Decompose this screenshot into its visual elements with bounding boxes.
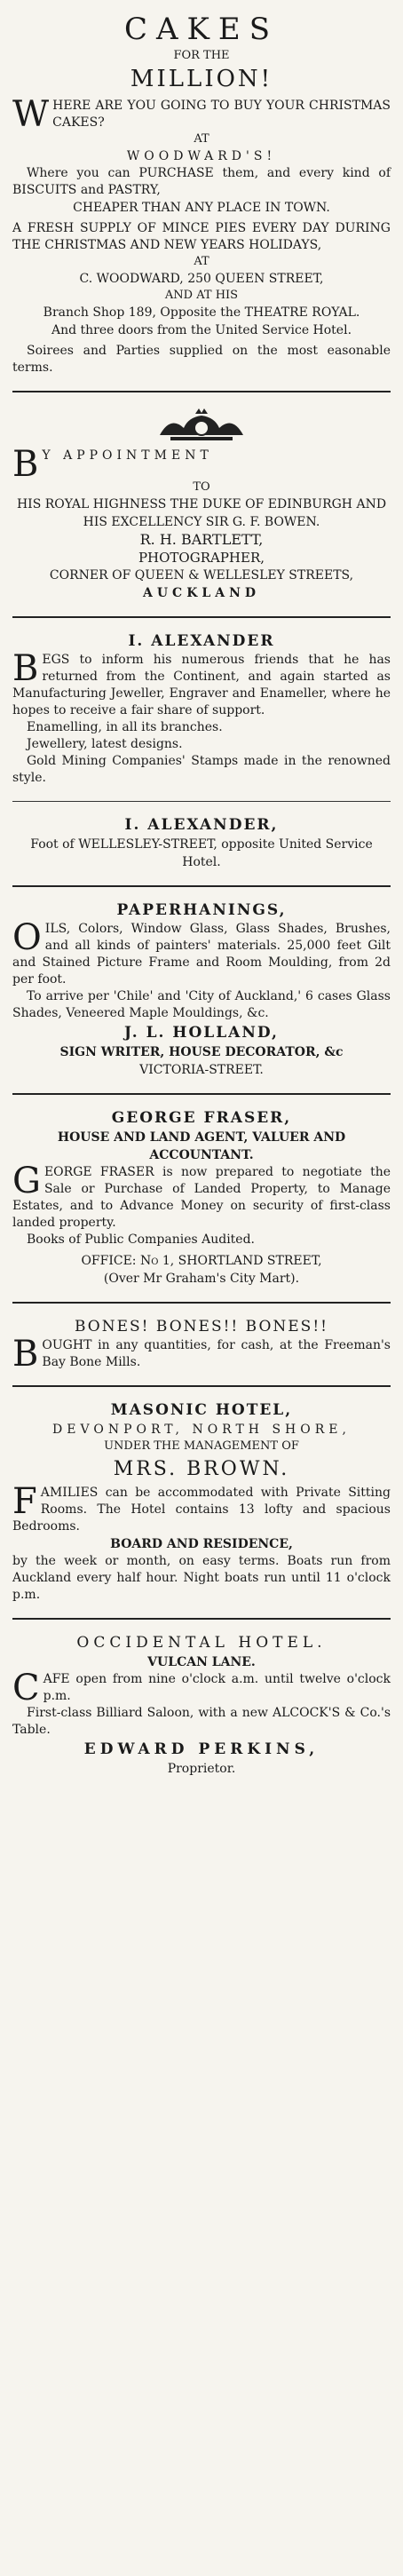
- ad-paragraph: [12, 917, 391, 988]
- ad-doors: And three doors from the United Service Hotel.: [51, 323, 352, 337]
- royal-crest-icon: [153, 408, 250, 444]
- divider: [12, 801, 391, 802]
- drop-cap: G: [12, 1161, 41, 1201]
- ad-occidental: [12, 1627, 391, 1785]
- divider: [12, 1302, 391, 1304]
- ad-holland: [12, 894, 391, 1086]
- ad-role: Proprietor.: [167, 1762, 236, 1776]
- ad-name: I. ALEXANDER,: [124, 816, 279, 834]
- ad-at: AT: [194, 255, 209, 268]
- ad-to: TO: [193, 480, 210, 494]
- ad-name: R. H. BARTLETT,: [139, 531, 264, 548]
- ad-paragraph: First-class Billiard Saloon, with a new ALCOCK'S & Co.'s Table.: [12, 1706, 391, 1737]
- drop-cap: F: [12, 1481, 37, 1522]
- ad-lane: VULCAN LANE.: [147, 1655, 256, 1669]
- ad-text: EORGE FRASER is now prepared to negotiate the Sale or Purchase of Landed Property, to Manage Estates, and to Advance Money on security of first-class landed property.: [12, 1165, 391, 1230]
- divider: [12, 885, 391, 887]
- ad-alexander-2: [12, 809, 391, 878]
- ad-paragraph: Enamelling, in all its branches.: [27, 720, 223, 734]
- ad-title: HOUSE AND LAND AGENT, VALUER AND ACCOUNTANT.: [57, 1130, 346, 1162]
- ad-proprietor: EDWARD PERKINS,: [83, 1740, 320, 1758]
- ad-title-cakes: CAKES: [123, 12, 280, 47]
- ad-bones: [12, 1311, 391, 1378]
- ad-city: AUCKLAND: [142, 586, 261, 600]
- ad-shop-name: WOODWARD'S!: [126, 149, 277, 163]
- ad-paragraph: Jewellery, latest designs.: [27, 737, 183, 751]
- ad-royal: HIS ROYAL HIGHNESS THE DUKE OF EDINBURGH AND HIS EXCELLENCY SIR G. F. BOWEN.: [16, 497, 387, 529]
- ad-paragraph: [12, 1161, 391, 1232]
- ad-paragraph: [12, 1481, 391, 1535]
- ad-name: GEORGE FRASER,: [111, 1109, 292, 1127]
- ad-paragraph: Gold Mining Companies' Stamps made in the renowned style.: [12, 754, 391, 785]
- ad-paragraph: [12, 1334, 391, 1375]
- ad-name: OCCIDENTAL HOTEL.: [76, 1634, 327, 1652]
- ad-text: Y APPOINTMENT: [42, 448, 213, 463]
- drop-cap: C: [12, 1668, 40, 1708]
- ad-street: VICTORIA-STREET.: [139, 1063, 264, 1077]
- ad-paragraph: To arrive per 'Chile' and 'City of Auckland,' 6 cases Glass Shades, Veneered Maple Mouldings, &c.: [12, 989, 391, 1020]
- drop-cap: O: [12, 917, 42, 958]
- divider: [12, 1618, 391, 1620]
- ad-paragraph: Books of Public Companies Audited.: [27, 1233, 255, 1247]
- ad-corner: CORNER OF QUEEN & WELLESLEY STREETS,: [49, 568, 354, 583]
- ad-bartlett: [12, 400, 391, 609]
- ad-trade: SIGN WRITER, HOUSE DECORATOR, &c: [59, 1045, 344, 1059]
- ad-text: HERE ARE YOU GOING TO BUY YOUR CHRISTMAS CAKES?: [52, 99, 391, 130]
- ad-subtitle-for-the: FOR THE: [173, 49, 230, 62]
- drop-cap: B: [12, 444, 39, 485]
- ad-masonic: [12, 1394, 391, 1611]
- ad-location: DEVONPORT, NORTH SHORE,: [52, 1423, 351, 1437]
- ad-branch: Branch Shop 189, Opposite the THEATRE ROYAL.: [43, 305, 360, 320]
- ad-fraser: [12, 1102, 391, 1295]
- ad-paragraph: [12, 648, 391, 719]
- ad-name: MASONIC HOTEL,: [110, 1401, 293, 1419]
- ad-manager: MRS. BROWN.: [113, 1458, 290, 1480]
- ad-office: OFFICE: No 1, SHORTLAND STREET,: [81, 1254, 322, 1268]
- ad-paragraph: [12, 94, 391, 135]
- ad-profession: PHOTOGRAPHER,: [138, 550, 265, 566]
- ad-text: AFE open from nine o'clock a.m. until twelve o'clock p.m.: [43, 1672, 391, 1703]
- drop-cap: B: [12, 648, 39, 689]
- drop-cap: W: [12, 94, 50, 135]
- divider: [12, 616, 391, 618]
- ad-at: AT: [194, 132, 209, 146]
- ad-alexander: [12, 625, 391, 794]
- drop-cap: B: [12, 1334, 39, 1375]
- ad-title: PAPERHANINGS,: [116, 901, 287, 919]
- ad-paragraph: [12, 444, 391, 485]
- ad-text: ILS, Colors, Window Glass, Glass Shades, Brushes, and all kinds of painters' materials. 25,000 feet Gilt and Stained Picture Frame and Room Moulding, from 2d per foot.: [12, 922, 391, 987]
- ad-paragraph: by the week or month, on easy terms. Boats run from Auckland every half hour. Night boats run until 11 o'clock p.m.: [12, 1554, 391, 1602]
- ad-title-million: MILLION!: [130, 66, 273, 92]
- ad-paragraph: Soirees and Parties supplied on the most easonable terms.: [12, 344, 391, 375]
- divider: [12, 391, 391, 392]
- ad-paragraph: Where you can PURCHASE them, and every kind of BISCUITS and PASTRY,: [12, 166, 391, 197]
- divider: [12, 1093, 391, 1095]
- ad-name: I. ALEXANDER: [128, 632, 275, 650]
- ad-text: EGS to inform his numerous friends that he has returned from the Continent, and again started as Manufacturing Jeweller, Engraver and Enameller, where he hopes to receive a fair share of support.: [12, 653, 391, 717]
- ad-address: Foot of WELLESLEY-STREET, opposite United Service Hotel.: [30, 837, 373, 869]
- ad-paragraph: [12, 1668, 391, 1708]
- ad-text: OUGHT in any quantities, for cash, at the Freeman's Bay Bone Mills.: [42, 1338, 391, 1369]
- divider: [12, 1385, 391, 1387]
- ad-woodward: [12, 5, 391, 384]
- ad-address: C. WOODWARD, 250 QUEEN STREET,: [79, 272, 324, 286]
- ad-cheaper: CHEAPER THAN ANY PLACE IN TOWN.: [73, 201, 330, 215]
- ad-text: AMILIES can be accommodated with Private Sitting Rooms. The Hotel contains 13 lofty and spacious Bedrooms.: [12, 1486, 391, 1534]
- ad-title: BONES! BONES!! BONES!!: [75, 1318, 328, 1336]
- ad-paragraph: A FRESH SUPPLY OF MINCE PIES EVERY DAY DURING THE CHRISTMAS AND NEW YEARS HOLIDAYS,: [12, 221, 391, 252]
- ad-and-at-his: AND AT HIS: [164, 289, 239, 302]
- ad-board: BOARD AND RESIDENCE,: [110, 1537, 293, 1551]
- ad-under: UNDER THE MANAGEMENT OF: [104, 1439, 299, 1453]
- ad-name: J. L. HOLLAND,: [124, 1024, 279, 1042]
- ad-office-note: (Over Mr Graham's City Mart).: [103, 1272, 300, 1286]
